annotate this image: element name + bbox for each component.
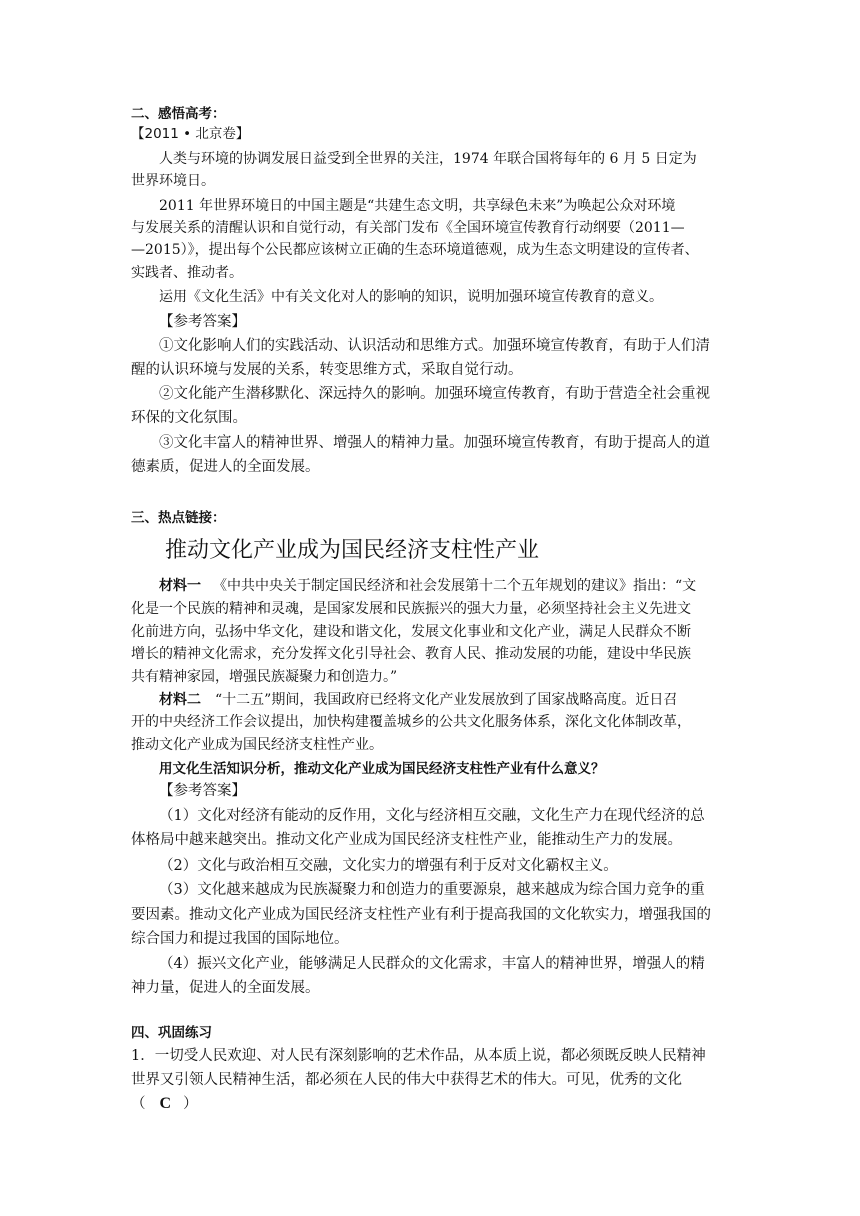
question1-line: 世界又引领人民精神生活，都必须在人民的伟大中获得艺术的伟大。可见，优秀的文化	[131, 1072, 682, 1088]
section2-line: 运用《文化生活》中有关文化对人的影响的知识，说明加强环境宣传教育的意义。	[159, 289, 663, 305]
section2-answer-line: ③文化丰富人的精神世界、增强人的精神力量。加强环境宣传教育，有助于提高人的道	[159, 435, 710, 451]
section3-answer-label: 【参考答案】	[159, 783, 246, 799]
question1-line: 1．一切受人民欢迎、对人民有深刻影响的艺术作品，从本质上说，都必须既反映人民精神	[131, 1048, 706, 1064]
bracket-close: ）	[183, 1096, 198, 1112]
section4-heading: 四、巩固练习	[131, 1025, 212, 1041]
section2-heading: 二、感悟高考：	[131, 106, 226, 122]
section2-source: 【2011 • 北京卷】	[131, 126, 250, 142]
section3-answer-line: （4）振兴文化产业，能够满足人民群众的文化需求，丰富人的精神世界，增强人的精	[159, 956, 705, 972]
section2-line: 实践者、推动者。	[131, 265, 243, 281]
material2-line: 开的中央经济工作会议提出，加快构建覆盖城乡的公共文化服务体系，深化文化体制改革，	[131, 714, 691, 730]
section2-answer-line: 环保的文化氛围。	[131, 410, 247, 426]
bracket-open: （	[131, 1096, 146, 1112]
material2-line	[159, 691, 677, 709]
question1-answer-line	[131, 1095, 198, 1113]
material1-line: 化前进方向，弘扬中华文化，建设和谐文化，发展文化事业和文化产业，满足人民群众不断	[131, 624, 691, 640]
material1-line: 增长的精神文化需求，充分发挥文化引导社会、教育人民、推动发展的功能，建设中华民族	[131, 646, 691, 662]
question1-answer: C	[159, 1095, 172, 1112]
section2-answer-line: ①文化影响人们的实践活动、认识活动和思维方式。加强环境宣传教育，有助于人们清	[159, 338, 710, 354]
section2-answer-line: ②文化能产生潜移默化、深远持久的影响。加强环境宣传教育，有助于营造全社会重视	[159, 386, 710, 402]
material1-label: 材料一	[159, 578, 201, 594]
material1-text: 《中共中央关于制定国民经济和社会发展第十二个五年规划的建议》指出：“文	[213, 578, 697, 594]
section2-line: 与发展关系的清醒认识和自觉行动，有关部门发布《全国环境宣传教育行动纲要（2011—	[131, 220, 685, 236]
section3-question: 用文化生活知识分析，推动文化产业成为国民经济支柱性产业有什么意义？	[159, 761, 605, 777]
section2-line: —2015）》，提出每个公民都应该树立正确的生态环境道德观，成为生态文明建设的宣传者、	[131, 242, 699, 258]
material1-line: 化是一个民族的精神和灵魂，是国家发展和民族振兴的强大力量，必须坚持社会主义先进文	[131, 601, 691, 617]
material1-line: 共有精神家园，增强民族凝聚力和创造力。”	[131, 669, 398, 685]
section3-answer-line: （3）文化越来越成为民族凝聚力和创造力的重要源泉，越来越成为综合国力竞争的重	[159, 882, 705, 898]
section3-answer-line: 综合国力和提过我国的国际地位。	[131, 931, 349, 947]
section3-answer-line: 神力量，促进人的全面发展。	[131, 980, 320, 996]
section2-line: 世界环境日。	[131, 173, 215, 189]
material1-line	[159, 577, 696, 595]
article-title: 推动文化产业成为国民经济支柱性产业	[165, 538, 540, 563]
section2-line: 人类与环境的协调发展日益受到全世界的关注，1974 年联合国将每年的 6 月 5 日定为	[159, 151, 697, 167]
section2-answer-line: 德素质，促进人的全面发展。	[131, 459, 320, 475]
section2-answer-line: 醒的认识环境与发展的关系，转变思维方式，采取自觉行动。	[131, 362, 523, 378]
section2-answer-label: 【参考答案】	[159, 314, 246, 330]
material2-label: 材料二	[159, 692, 201, 708]
material2-text: “十二五”期间，我国政府已经将文化产业发展放到了国家战略高度。近日召	[215, 692, 678, 708]
material2-line: 推动文化产业成为国民经济支柱性产业。	[131, 737, 383, 753]
section3-answer-line: 体格局中越来越突出。推动文化产业成为国民经济支柱性产业，能推动生产力的发展。	[131, 832, 682, 848]
section3-answer-line: （2）文化与政治相互交融，文化实力的增强有利于反对文化霸权主义。	[159, 858, 618, 874]
section3-answer-line: 要因素。推动文化产业成为国民经济支柱性产业有利于提高我国的文化软实力，增强我国的	[131, 907, 711, 923]
section3-answer-line: （1）文化对经济有能动的反作用，文化与经济相互交融，文化生产力在现代经济的总	[159, 808, 705, 824]
section3-heading: 三、热点链接：	[131, 510, 226, 526]
section2-line: 2011 年世界环境日的中国主题是“共建生态文明，共享绿色未来”为唤起公众对环境	[159, 198, 676, 214]
